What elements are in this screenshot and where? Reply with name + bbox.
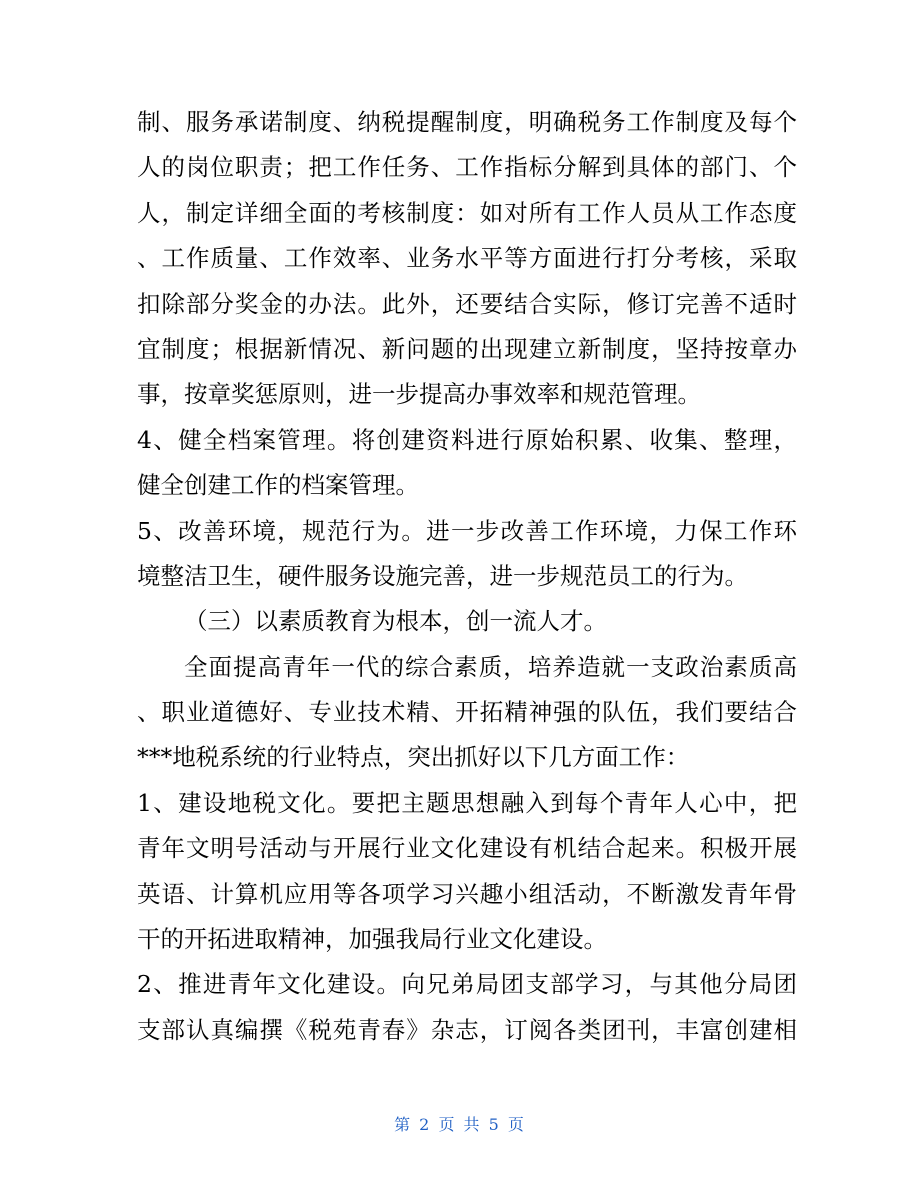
text-line: 扣除部分奖金的办法。此外，还要结合实际，修订完善不适时	[137, 289, 797, 318]
page-footer	[0, 1112, 920, 1135]
text-line: 宜制度；根据新情况、新问题的出现建立新制度，坚持按章办	[137, 334, 797, 363]
text-line: 人，制定详细全面的考核制度：如对所有工作人员从工作态度	[137, 198, 797, 227]
text-line: 青年文明号活动与开展行业文化建设有机结合起来。积极开展	[137, 834, 797, 863]
section-heading: （三）以素质教育为根本，创一流人才。	[184, 607, 607, 636]
text-line: 英语、计算机应用等各项学习兴趣小组活动，不断激发青年骨	[137, 879, 797, 908]
text-line: 事，按章奖惩原则，进一步提高办事效率和规范管理。	[137, 380, 701, 409]
text-line: 支部认真编撰《税苑青春》杂志，订阅各类团刊，丰富创建相	[137, 1015, 797, 1044]
text-line: 健全创建工作的档案管理。	[137, 471, 419, 500]
text-line: 制、服务承诺制度、纳税提醒制度，明确税务工作制度及每个	[137, 108, 797, 136]
text-line: 2、推进青年文化建设。向兄弟局团支部学习，与其他分局团	[137, 970, 797, 999]
text-line: 干的开拓进取精神，加强我局行业文化建设。	[137, 925, 607, 954]
text-line: 4、健全档案管理。将创建资料进行原始积累、收集、整理，	[137, 425, 797, 454]
text-line: 1、建设地税文化。要把主题思想融入到每个青年人心中，把	[137, 788, 797, 817]
text-line: 境整洁卫生，硬件服务设施完善，进一步规范员工的行为。	[137, 561, 748, 590]
page-number-label: 第 2 页 共 5 页	[394, 1115, 526, 1134]
text-line: 5、改善环境，规范行为。进一步改善工作环境，力保工作环	[137, 516, 797, 545]
text-line: 人的岗位职责；把工作任务、工作指标分解到具体的部门、个	[137, 153, 797, 182]
text-line: 、工作质量、工作效率、业务水平等方面进行打分考核，采取	[137, 244, 797, 273]
document-body	[137, 100, 797, 1053]
text-line: ***地税系统的行业特点，突出抓好以下几方面工作：	[137, 743, 690, 772]
paragraph-first-line: 全面提高青年一代的综合素质，培养造就一支政治素质高	[184, 652, 797, 681]
text-line: 、职业道德好、专业技术精、开拓精神强的队伍，我们要结合	[137, 698, 797, 727]
